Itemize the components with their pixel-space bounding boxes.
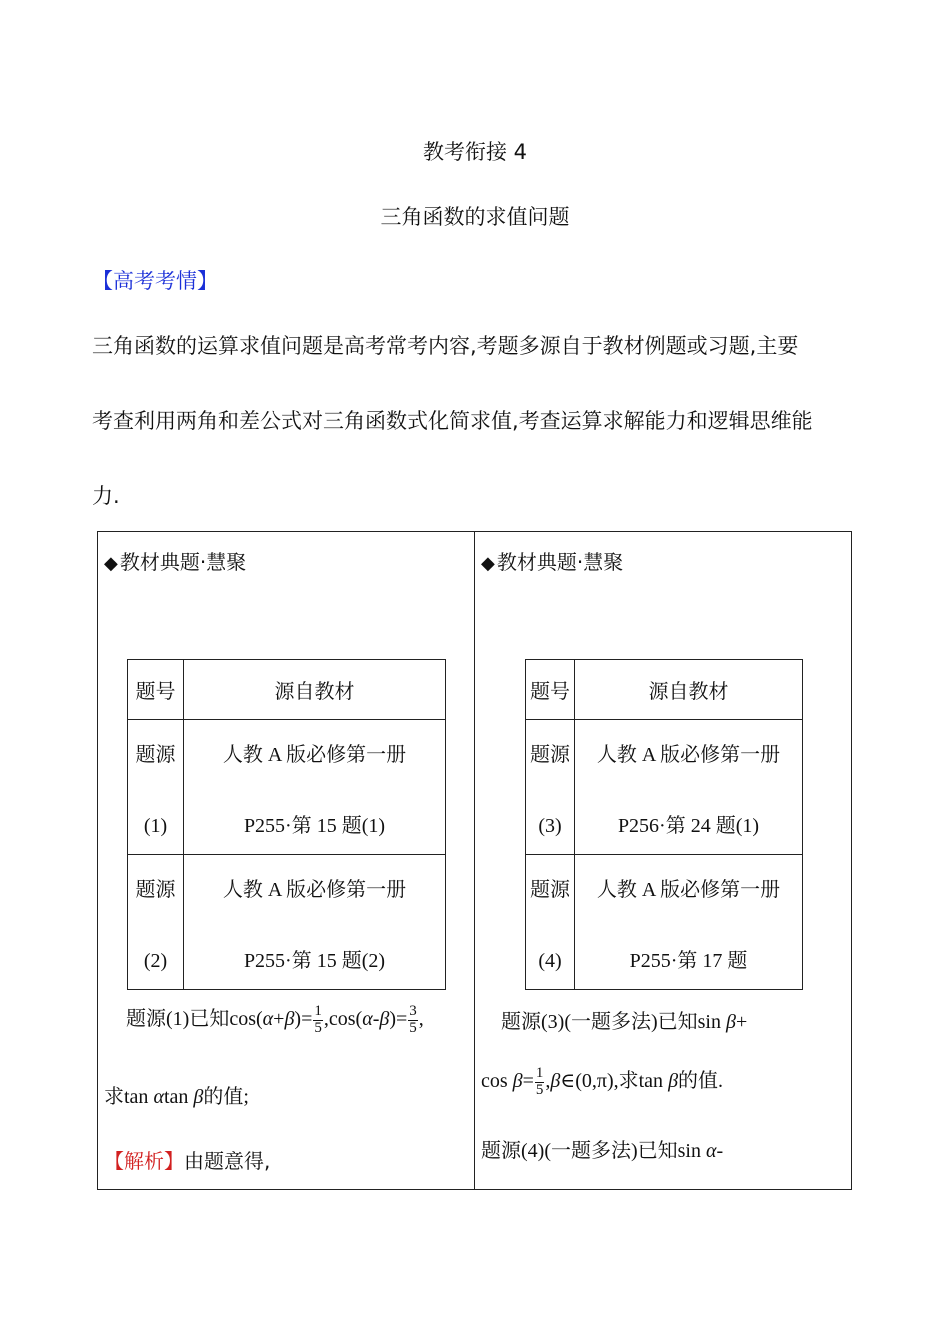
analysis-text: 由题意得, xyxy=(184,1149,271,1173)
column-divider xyxy=(474,531,475,1190)
intro-line-1: 三角函数的运算求值问题是高考常考内容,考题多源自于教材例题或习题,主要 xyxy=(92,334,799,358)
document-title: 教考衔接 4 xyxy=(422,140,528,164)
row-number: (2) xyxy=(143,950,168,972)
row-book: 人教 A 版必修第一册 xyxy=(222,879,407,901)
header-number: 题号 xyxy=(128,660,184,720)
problem-4-line-1: 题源(4)(一题多法)已知sin α- xyxy=(481,1140,724,1162)
row-book: 人教 A 版必修第一册 xyxy=(222,744,407,766)
table-row xyxy=(526,855,803,990)
row-label: 题源 xyxy=(530,877,570,901)
fraction-three-fifths: $\frac{3}{5}$ xyxy=(409,1003,417,1036)
problem-3-line-1: 题源(3)(一题多法)已知sin β+ xyxy=(501,1011,748,1033)
problem-3-line-2: cos β= $\frac{1}{5}$ ,β∈(0,π),求tan β的值. xyxy=(481,1065,724,1098)
table-row xyxy=(128,855,446,990)
row-number: (3) xyxy=(538,815,562,837)
table-header-row xyxy=(128,660,446,720)
row-label: 题源 xyxy=(135,877,176,901)
analysis-line xyxy=(104,1145,270,1174)
row-label: 题源 xyxy=(135,742,176,766)
intro-line-3: 力. xyxy=(92,484,120,508)
header-source: 源自教材 xyxy=(575,660,803,720)
row-reference: P255·第 17 题 xyxy=(629,950,748,972)
row-book: 人教 A 版必修第一册 xyxy=(596,879,781,901)
row-reference: P256·第 24 题(1) xyxy=(617,815,760,837)
header-number: 题号 xyxy=(526,660,575,720)
table-row xyxy=(128,720,446,855)
row-reference: P255·第 15 题(1) xyxy=(243,815,386,837)
section-label: 【高考考情】 xyxy=(92,269,218,293)
row-label: 题源 xyxy=(530,742,570,766)
header-source: 源自教材 xyxy=(184,660,446,720)
problem-1-line-1: 题源(1)已知cos(α+β)= $\frac{1}{5}$ ,cos(α-β)= $\frac{3}{5}$ , xyxy=(126,1003,424,1036)
diamond-icon: ◆ xyxy=(481,553,495,574)
fraction-one-fifth: $\frac{1}{5}$ xyxy=(314,1003,322,1036)
table-row xyxy=(526,720,803,855)
intro-line-2: 考查利用两角和差公式对三角函数式化简求值,考查运算求解能力和逻辑思维能 xyxy=(92,409,813,433)
analysis-label: 【解析】 xyxy=(104,1149,184,1173)
right-heading xyxy=(481,546,623,575)
left-heading xyxy=(104,546,246,575)
document-subtitle: 三角函数的求值问题 xyxy=(380,205,570,229)
row-number: (4) xyxy=(538,950,562,972)
table-header-row xyxy=(526,660,803,720)
left-source-table xyxy=(127,659,446,990)
row-number: (1) xyxy=(143,815,168,837)
problem-1-line-2: 求tan αtan β的值; xyxy=(104,1086,249,1108)
diamond-icon: ◆ xyxy=(104,553,118,574)
fraction-one-fifth: $\frac{1}{5}$ xyxy=(535,1065,544,1098)
row-reference: P255·第 15 题(2) xyxy=(243,950,386,972)
right-heading-text: 教材典题·慧聚 xyxy=(496,550,624,574)
right-source-table xyxy=(525,659,803,990)
row-book: 人教 A 版必修第一册 xyxy=(596,744,781,766)
left-heading-text: 教材典题·慧聚 xyxy=(119,550,247,574)
